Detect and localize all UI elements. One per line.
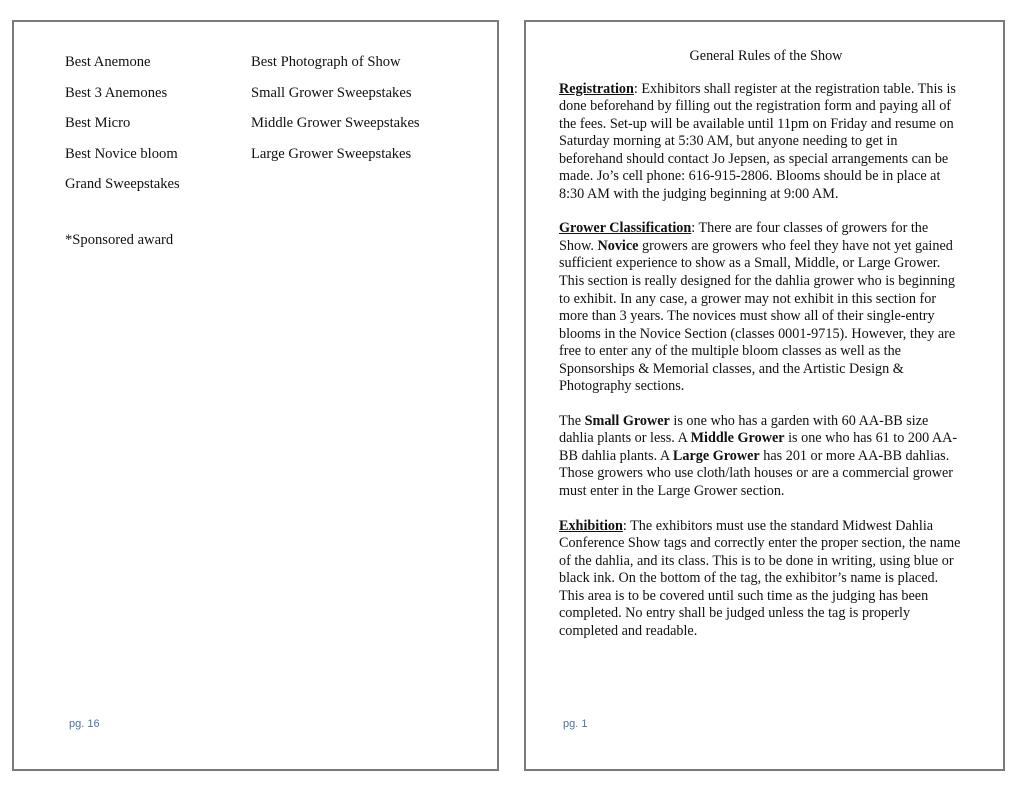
rules-section xyxy=(559,48,963,657)
page-number: pg. 16 xyxy=(69,718,100,730)
grower-classification-text: : There are four classes of growers for the Show. xyxy=(559,220,929,254)
award-item: Middle Grower Sweepstakes xyxy=(251,115,420,132)
award-item: Best 3 Anemones xyxy=(65,84,168,101)
grower-sizes-text: The xyxy=(559,412,585,429)
award-item: Best Anemone xyxy=(65,54,151,70)
grower-classification-text: growers are growers who feel they have not yet gained sufficient experience to show as a Small, Middle, or Large Grower. This section is really designed for the dahlia grower who is beginning to exhibit. In any case, a grower may not exhibit in this section for more than 3 years. The novices must show all of their single-entry blooms in the Novice Section (classes 0001-9715). However, they are free to enter any of the multiple bloom classes as well as the Sponsorships & Memorial classes, and the Artistic Design & Photography sections. xyxy=(559,237,956,395)
award-item: Best Micro xyxy=(65,115,131,132)
exhibition-paragraph xyxy=(559,518,963,641)
award-item: Grand Sweepstakes xyxy=(65,176,180,193)
registration-text: : Exhibitors shall register at the registration table. This is done beforehand by filling out the registration form and paying all of the fees. Set-up will be available until 11pm on Friday and resume on Saturday morning at 5:30 AM, but anyone needing to get in beforehand should contact Jo Jepsen, as special arrangements can be made. Jo’s cell phone: 616-915-2806. Blooms should be in place at 8:30 AM with the judging beginning at 9:00 AM. xyxy=(559,80,956,202)
small-grower-label: Small Grower xyxy=(584,412,670,429)
sponsored-award-footnote: *Sponsored award xyxy=(65,232,174,248)
award-item: Best Photograph of Show xyxy=(251,54,401,70)
exhibition-text: : The exhibitors must use the standard Midwest Dahlia Conference Show tags and correctly enter the proper section, the name of the dahlia, and its class. This is to be done in writing, using blue or black ink. On the bottom of the tag, the exhibitor’s name is placed. This area is to be covered until such time as the judging has been completed. No entry shall be judged unless the tag is properly completed and readable. xyxy=(559,517,961,639)
award-item: Large Grower Sweepstakes xyxy=(251,145,412,162)
large-grower-label: Large Grower xyxy=(672,447,760,464)
page-title: General Rules of the Show xyxy=(689,48,843,64)
grower-sizes-paragraph xyxy=(559,413,963,501)
awards-list-column-1 xyxy=(65,47,180,200)
registration-heading: Registration xyxy=(559,80,634,97)
page-1 xyxy=(524,20,1005,771)
grower-sizes-text: has 201 or more AA-BB dahlias. Those growers who use cloth/lath houses or are a commercial grower must enter in the Large Grower section. xyxy=(559,447,953,500)
grower-classification-paragraph xyxy=(559,220,963,395)
grower-sizes-text: is one who has a garden with 60 AA-BB size dahlia plants or less. A xyxy=(559,412,929,447)
novice-label: Novice xyxy=(597,237,639,254)
grower-classification-heading: Grower Classification xyxy=(559,220,692,237)
registration-paragraph xyxy=(559,81,963,204)
middle-grower-label: Middle Grower xyxy=(690,430,785,447)
grower-sizes-text: is one who has 61 to 200 AA-BB dahlia plants. A xyxy=(559,430,958,464)
award-item: Small Grower Sweepstakes xyxy=(251,84,412,101)
page-16 xyxy=(12,20,499,771)
page-number: pg. 1 xyxy=(563,718,588,730)
award-item: Best Novice bloom xyxy=(65,145,178,162)
exhibition-heading: Exhibition xyxy=(559,517,623,534)
awards-list-column-2 xyxy=(251,47,420,169)
